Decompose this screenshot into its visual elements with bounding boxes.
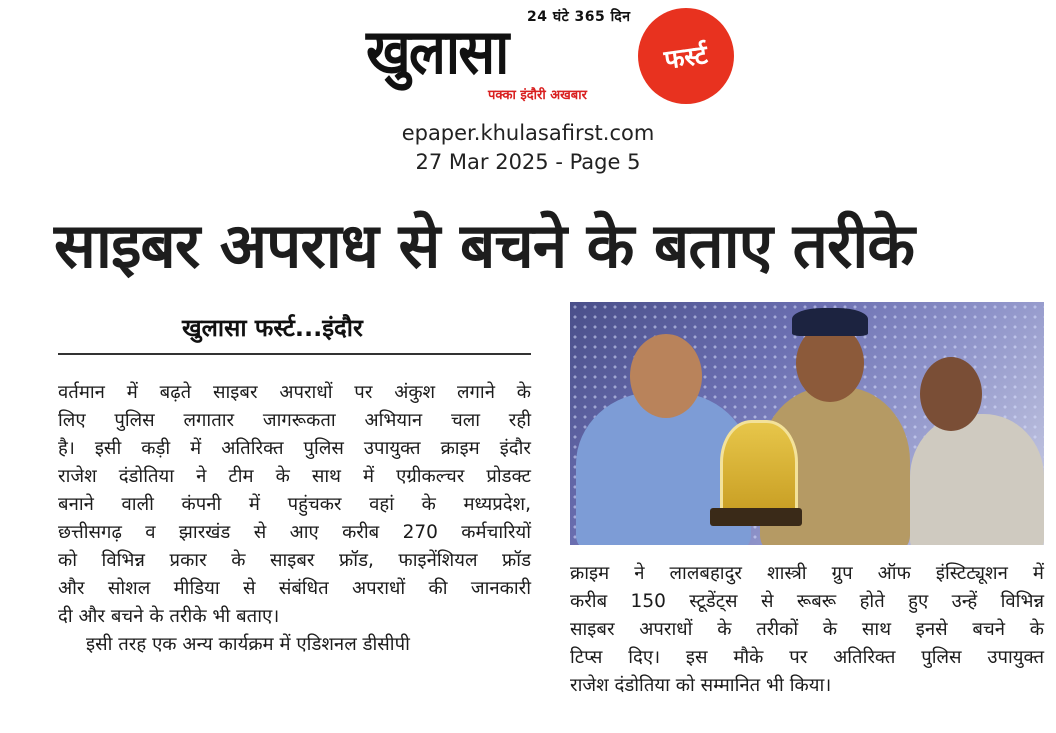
photo-officer-cap: [792, 308, 868, 336]
edition-date: 27 Mar 2025 - Page 5: [415, 150, 641, 174]
body-line: राजेश दंडोतिया ने टीम के साथ में एग्रीकल्चर प्रोडक्ट: [58, 466, 531, 487]
body-line: करीब 150 स्टूडेंट्स से रूबरू होते हुए उन्हें विभिन्न: [570, 591, 1044, 612]
newspaper-logo-text: खुलासा: [366, 15, 508, 88]
article-photo: [570, 302, 1044, 545]
logo-badge-text: फर्स्ट: [662, 40, 710, 76]
body-line: क्राइम ने लालबहादुर शास्त्री ग्रुप ऑफ इंस्टिट्यूशन में: [570, 563, 1044, 584]
article-body-right: [570, 560, 1044, 700]
body-line: है। इसी कड़ी में अतिरिक्त पुलिस उपायुक्त क्राइम इंदौर: [58, 438, 531, 459]
article-byline: खुलासा फर्स्ट...इंदौर: [182, 314, 363, 342]
masthead: [0, 0, 1056, 120]
body-line: बनाने वाली कंपनी में पहुंचकर वहां के मध्यप्रदेश,: [58, 494, 531, 515]
logo-subtitle: पक्का इंदौरी अखबार: [488, 88, 587, 103]
body-line: दी और बचने के तरीके भी बताए।: [58, 606, 280, 627]
photo-person-right: [910, 414, 1044, 545]
body-line: राजेश दंडोतिया को सम्मानित भी किया।: [570, 675, 832, 696]
body-line: और सोशल मीडिया से संबंधित अपराधों की जानकारी: [58, 578, 531, 599]
body-line: वर्तमान में बढ़ते साइबर अपराधों पर अंकुश लगाने के: [58, 382, 531, 403]
article-headline: साइबर अपराध से बचने के बताए तरीके: [54, 209, 914, 282]
article-body-left: [58, 379, 531, 659]
award-trophy-base: [710, 508, 802, 526]
byline-divider: [58, 353, 531, 355]
photo-person-left-head: [630, 334, 702, 418]
body-line: टिप्स दिए। इस मौके पर अतिरिक्त पुलिस उपायुक्त: [570, 647, 1044, 668]
body-line: इसी तरह एक अन्य कार्यक्रम में एडिशनल डीसीपी: [86, 634, 410, 655]
photo-person-right-head: [920, 357, 982, 431]
masthead-tagline: 24 घंटे 365 दिन: [527, 9, 631, 25]
newspaper-logo-badge: [638, 8, 734, 104]
body-line: छत्तीसगढ़ व झारखंड से आए करीब 270 कर्मचारियों: [58, 522, 531, 543]
body-line: लिए पुलिस लगातार जागरूकता अभियान चला रही: [58, 410, 531, 431]
site-url: epaper.khulasafirst.com: [401, 121, 655, 145]
body-line: साइबर अपराधों के तरीकों के साथ इनसे बचने के: [570, 619, 1044, 640]
body-line: को विभिन्न प्रकार के साइबर फ्रॉड, फाइनेंशियल फ्रॉड: [58, 550, 531, 571]
